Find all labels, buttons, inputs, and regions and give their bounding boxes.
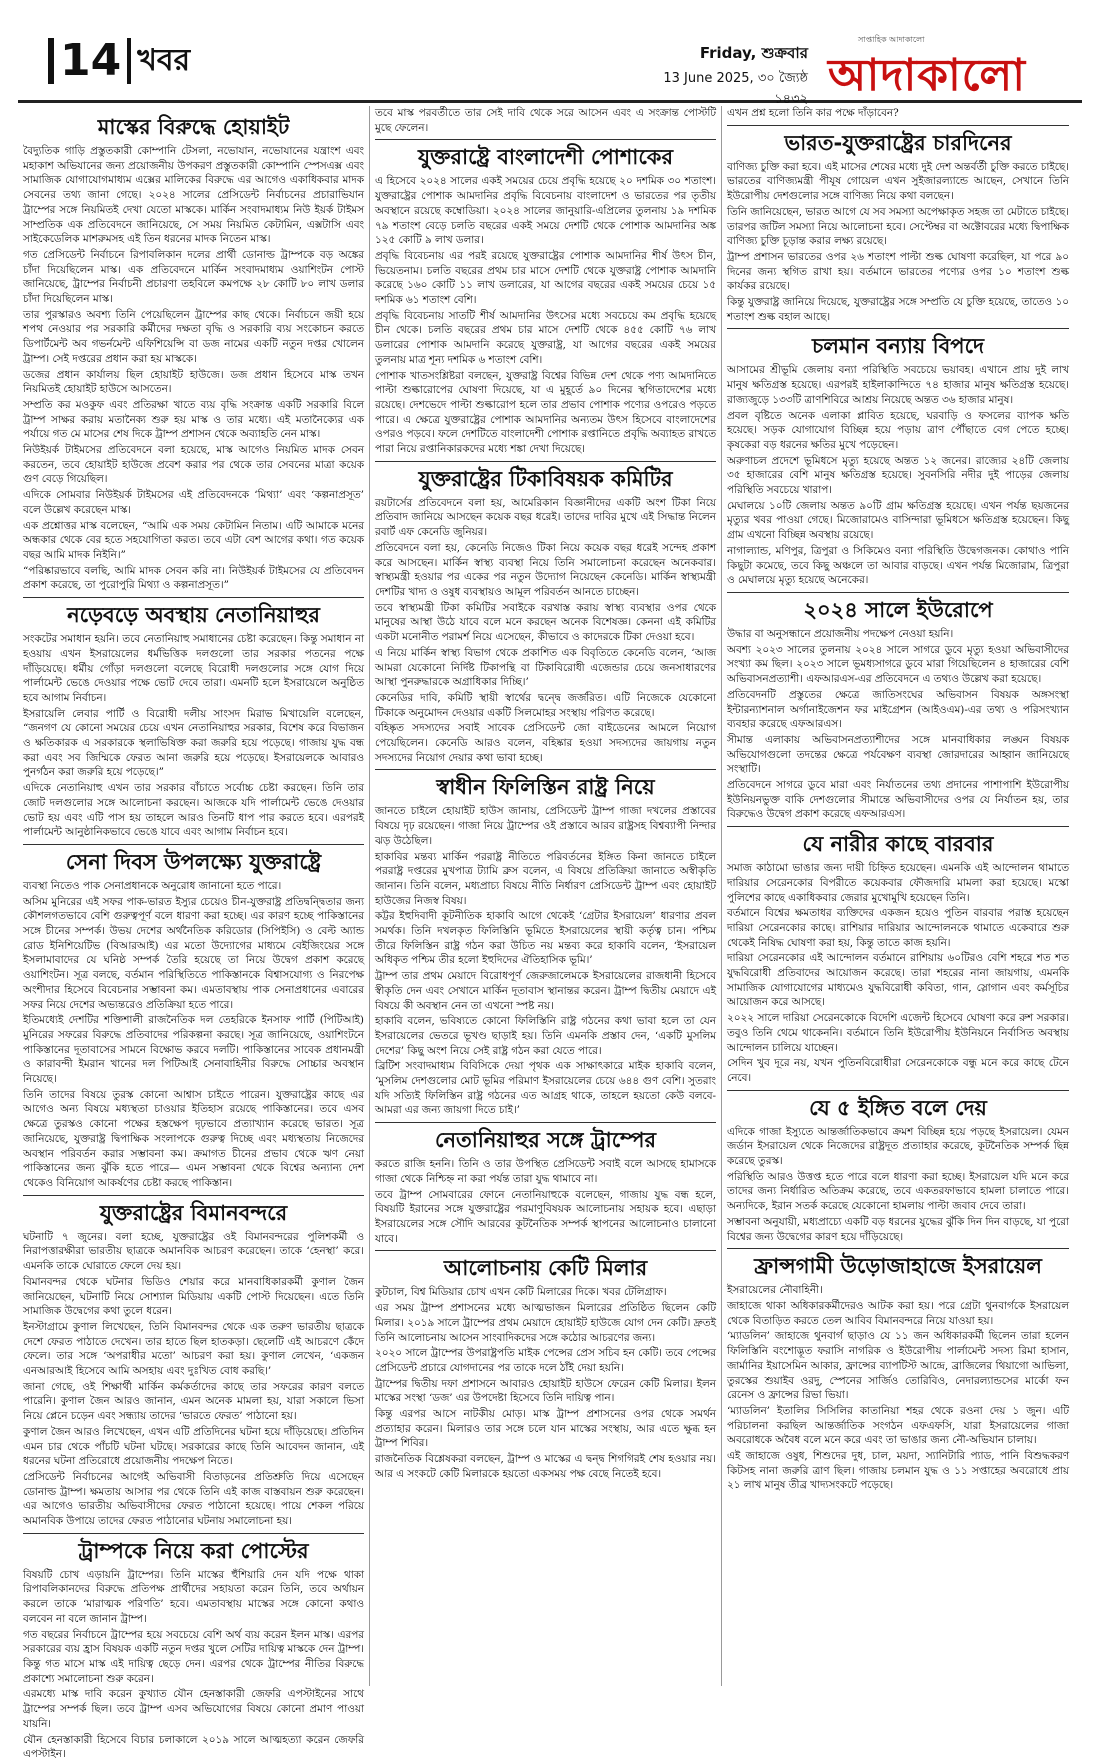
paragraph: প্রবৃদ্ধি বিবেচনায় এর পরই রয়েছে যুক্তরাষ্ট্রের পোশাক আমদানির শীর্ষ উৎস চীন, ভিয়েতনাম। চলতি বছরের প্রথম চার মাসে দেশটি থেকে যুক্তরাষ্ট্র পোশাক আমদানি করেছে ১৬০ কোটি ১১ লাখ ডলারের, যা আগের বছরের একই সময়ের চেয়ে ১৫ দশমিক ৬১ শতাংশ বেশি। bbox=[375, 249, 716, 307]
page-number: 14 bbox=[60, 35, 122, 86]
paragraph: এদিকে নেতানিয়াহু এখন তার সরকার বাঁচাতে সর্বোচ্চ চেষ্টা করছেন। তিনি তার জোট দলগুলোর সঙ্গে আলোচনা করছেন। আজকে যদি পার্লামেন্ট ভেঙে দেওয়ার ভোট হয় এবং এটি পাস হয় তাহলে আরও তিনটি ধাপ পার করতে হবে। এরপরই পার্লামেন্ট আনুষ্ঠানিকভাবে ভেঙে যাবে এবং আগাম নির্বাচন হবে। bbox=[23, 782, 365, 839]
paragraph: রয়টার্সের প্রতিবেদনে বলা হয়, আমেরিকান বিজ্ঞানীদের একটি অংশ টিকা নিয়ে প্রতিবাদ জানিয়ে আসছেন কয়েক বছর ধরেই। তাদের দাবির মুখে এই সিদ্ধান্ত নিলেন রবার্ট এফ কেনেডি জুনিয়র। bbox=[375, 496, 716, 539]
paragraph: অসিম মুনিরের এই সফর পাক-ভারত ইস্যুর চেয়েও চীন-যুক্তরাষ্ট্র প্রতিদ্বন্দ্বিতার জন্য কৌশলগতভাবে বেশি গুরুত্বপূর্ণ বলে ধারণা করা হচ্ছে। এর কারণ হচ্ছে পাকিস্তানের সঙ্গে চীনের সম্পর্ক। উভয় দেশের অর্থনৈতিক করিডোর (সিপিইসি) ও বেল্ট অ্যান্ড রোড ইনিশিয়েটিভ (বিআরআই) এর মতো উদ্যোগের মাধ্যমে বেইজিংয়ের সঙ্গে ইসলামাবাদের যে ঘনিষ্ঠ সম্পর্ক তৈরি হয়েছে তা নিয়ে উদ্বেগ প্রকাশ করেছে ওয়াশিংটন। সূত্র বলছে, বর্তমান পরিস্থিতিতে পাকিস্তানকে বিশ্বাসযোগ্য ও নিরপেক্ষ অংশীদার হিসেবে বিবেচনার সম্ভাবনা কম। এমতাবস্থায় পাক সেনাপ্রধানের এবারের সফর নিয়ে দেশের অভ্যন্তরেও প্রতিক্রিয়া হতে পারে। bbox=[23, 895, 364, 1011]
paragraph: ইনস্টাগ্রামে কুণাল লিখেছেন, তিনি বিমানবন্দর থেকে এক তরুণ ভারতীয় ছাত্রকে দেশে ফেরত পাঠাতে দেখেন। তার হাতে ছিল হাতকড়া। ছেলেটি এই আচরণে কেঁদে ফেলে। তার সঙ্গে ‘অপরাধীর মতো’ আচরণ করা হয়। কুণাল লেখেন, ‘একজন এনআরআই হিসেবে আমি অসহায় এবং দুঃখিত বোধ করছি।’ bbox=[23, 1320, 364, 1378]
paragraph: ব্যবস্থা নিতেও পাক সেনাপ্রধানকে অনুরোধ জানানো হতে পারে। bbox=[23, 879, 282, 892]
paragraph: বর্তমানে বিশ্বের ক্ষমতাধর ব্যক্তিদের একজন হয়েও পুতিন বারবার পরাস্ত হয়েছেন দারিয়া সেরেনকোর কাছে। রাশিয়ার দারিয়ার আন্দোলনকে থামাতে একেবারে শুরু থেকেই নিষিদ্ধ ঘোষণা করা হয়, কিন্তু তাতে কাজ হয়নি। bbox=[727, 907, 1069, 949]
article bbox=[23, 1533, 364, 1762]
paragraph: এ হিসেবে ২০২৪ সালের একই সময়ের চেয়ে প্রবৃদ্ধি হয়েছে ২০ দশমিক ৩০ শতাংশ। যুক্তরাষ্ট্রের পোশাক আমদানির প্রবৃদ্ধি বিবেচনায় বাংলাদেশ ও ভারতের পর তৃতীয় অবস্থানে রয়েছে কম্বোডিয়া। ২০২৪ সালের জানুয়ারি-এপ্রিলের তুলনায় ১৯ দশমিক ৭৯ শতাংশ বেড়ে চলতি বছরের একই সময়ে দেশটি থেকে পোশাক আমদানির অঙ্ক ১২৫ কোটি ৯ লাখ ডলার। bbox=[375, 175, 716, 247]
paragraph: উদ্ধার বা অনুসন্ধানে প্রয়োজনীয় পদক্ষেপ নেওয়া হয়নি। bbox=[727, 627, 954, 640]
article-body bbox=[23, 632, 364, 840]
article bbox=[375, 1250, 716, 1481]
paragraph: ট্রাম্প তার প্রথম মেয়াদে বিরোধপূর্ণ জেরুজালেমকে ইসরায়েলের রাজধানী হিসেবে স্বীকৃতি দেন এবং সেখানে মার্কিন দূতাবাস স্থানান্তর করেন। ট্রাম্প দ্বিতীয় মেয়াদে এই বিষয়ে কী অবস্থান নেন তা এখনো স্পষ্ট নয়। bbox=[375, 970, 716, 1012]
paragraph: বাণিজ্য চুক্তি করা হবে। এই মাসের শেষের মধ্যে দুই দেশ অন্তর্বর্তী চুক্তি করতে চাইছে। ভারতের বাণিজ্যমন্ত্রী পীযূষ গোয়েল এখন সুইজারল্যান্ডে আছেন, সেখানে তিনি ইউরোপীয় দেশগুলোর সঙ্গে বাণিজ্য নিয়ে কথা বলছেন। bbox=[727, 160, 1069, 203]
paragraph: সম্ভাবনা অনুযায়ী, মধ্যপ্রাচ্যে একটি বড় ধরনের যুদ্ধের ঝুঁকি দিন দিন বাড়ছে, যা পুরো বিশ্বের জন্য উদ্বেগের কারণ হয়ে দাঁড়িয়েছে। bbox=[727, 1215, 1069, 1243]
paragraph: এখন প্রশ্ন হলো তিনি কার পক্ষে দাঁড়াবেন? bbox=[727, 107, 899, 119]
paragraph: নিউইয়র্ক টাইমসের প্রতিবেদনে বলা হয়েছে, মাস্ক আগেও নিয়মিত মাদক সেবন করতেন, তবে হোয়াইট হাউজে প্রবেশ করার পর থেকে তার সেবনের মাত্রা কয়েক গুণ বেড়ে গিয়েছিল। bbox=[23, 444, 364, 486]
paragraph: প্রবল বৃষ্টিতে অনেক এলাকা প্লাবিত হয়েছে, ঘরবাড়ি ও ফসলের ব্যাপক ক্ষতি হয়েছে। সড়ক যোগাযোগ বিচ্ছিন্ন হয়ে পড়ায় ত্রাণ পৌঁছাতে বেগ পেতে হচ্ছে। কৃষকেরা বড় ধরনের ক্ষতির মুখে পড়েছেন। bbox=[727, 409, 1069, 451]
paragraph: কিন্তু এরপর আসে নাটকীয় মোড়। মাস্ক ট্রাম্প প্রশাসনের ওপর থেকে সমর্থন প্রত্যাহার করেন। মিলারও তার সঙ্গে চলে যান মাস্কের সংস্থায়, আর এতে ক্ষুব্ধ হন ট্রাম্প শিবির। bbox=[375, 1408, 716, 1450]
paragraph: প্রেসিডেন্ট নির্বাচনের আগেই অভিবাসী বিতাড়নের প্রতিশ্রুতি দিয়ে এসেছেন ডোনাল্ড ট্রাম্প। ক্ষমতায় আসার পর থেকে তিনি এই কাজ বাস্তবায়ন শুরু করেছেন। এর আগেও ভারতীয় অভিবাসীদের ফেরত পাঠানো হয়েছে। পায়ে শেকল পরিয়ে অমানবিক উপায়ে তাদের ফেরত পাঠানোর ঘটনায় সমালোচনা হয়। bbox=[23, 1470, 364, 1528]
paragraph: তার পুরস্কারও অবশ্য তিনি পেয়েছিলেন ট্রাম্পের কাছ থেকে। নির্বাচনে জয়ী হয়ে শপথ নেওয়ার পর সরকারি কর্মীদের দক্ষতা বৃদ্ধি ও সরকারি ব্যয় সংকোচন করতে ডিপার্টমেন্ট অব গভর্নমেন্ট এফিশিয়েন্সি বা ডজ নামের একটি নতুন দপ্তর খোলেন ট্রাম্প। সেই দপ্তরের প্রধান করা হয় মাস্ককে। bbox=[23, 308, 364, 365]
article-body bbox=[727, 1125, 1069, 1245]
article-body bbox=[727, 106, 1069, 121]
article-body bbox=[375, 106, 716, 135]
article-headline[interactable]: চলমান বন্যায় বিপদে bbox=[727, 328, 1069, 360]
article-headline[interactable]: ট্রাম্পকে নিয়ে করা পোস্টের bbox=[23, 1533, 364, 1565]
paragraph: রাজনৈতিক বিশ্লেষকরা বলছেন, ট্রাম্প ও মাস্কের এ দ্বন্দ্ব শিগগিরই শেষ হওয়ার নয়। আর এ সংকটে কেটি মিলারকে হয়তো একসময় পক্ষ বেছে নিতেই হবে। bbox=[375, 1453, 716, 1480]
article bbox=[727, 125, 1069, 325]
column-2 bbox=[370, 106, 722, 1686]
logo-name: আদাকালো bbox=[828, 50, 1026, 101]
paragraph: জানা গেছে, ওই শিক্ষার্থী মার্কিন কর্মকর্তাদের কাছে তার সফরের কারণ বলতে পারেনি। কুণাল জৈন আরও জানান, এমন অনেক মামলা হয়, যারা সকালে ভিসা নিয়ে প্লেনে চড়েন এবং সন্ধ্যায় তাদের ‘ভারতে ফেরত’ পাঠানো হয়। bbox=[23, 1380, 364, 1423]
paragraph: ২০২০ সালে ট্রাম্পের উপরাষ্ট্রপতি মাইক পেন্সের প্রেস সচিব হন কেটি। তবে পেন্সের প্রেসিডেন্ট প্রচারে যোগদানের পর তাকে দলে ঠাঁই দেয়া হয়নি। bbox=[375, 1347, 716, 1374]
article-body bbox=[375, 496, 716, 766]
paragraph: পরিস্থিতি আরও উত্তপ্ত হতে পারে বলে ধারণা করা হচ্ছে। ইসরায়েল যদি মনে করে তাদের জন্য নির্ধারিত অতিক্রম করেছে, তবে একতরফাভাবে হামলা চালাতে পারে। অন্যদিকে, ইরান সতর্ক করেছে যেকোনো হামলায় পাল্টা জবাব দেবে তারা। bbox=[727, 1170, 1069, 1213]
paragraph: মেঘালয়ে ১০টি জেলায় অন্তত ৯০টি গ্রাম ক্ষতিগ্রস্ত হয়েছে। এখন পর্যন্ত ছয়জনের মৃত্যুর খবর পাওয়া গেছে। মিজোরামেও বাসিন্দারা ভূমিধসে ক্ষতিগ্রস্ত হয়েছেন। কিছু গ্রাম এখনো বিচ্ছিন্ন অবস্থায় রয়েছে। bbox=[727, 499, 1069, 542]
paragraph: কট্টর ইহুদিবাদী কূটনীতিক হাকাবি আগে থেকেই ‘গ্রেটার ইসরায়েল’ ধারণার প্রবল সমর্থক। তিনি দখলকৃত ফিলিস্তিনি ভূমিতে ইসরায়েলের স্থায়ী কর্তৃত্ব চান। পশ্চিম তীরে ফিলিস্তিন রাষ্ট্র গঠন করা উচিত নয় মন্তব্য করে হাকাবি বলেন, ‘ইসরায়েল অধিকৃত পশ্চিম তীর হলো ইহুদিদের ঐতিহাসিক ভূমি।’ bbox=[375, 910, 716, 967]
article-headline[interactable]: মাস্কের বিরুদ্ধে হোয়াইট bbox=[97, 115, 290, 139]
article bbox=[23, 110, 364, 593]
paragraph: গত প্রেসিডেন্ট নির্বাচনে রিপাবলিকান দলের প্রার্থী ডোনাল্ড ট্রাম্পকে বড় অঙ্কের চাঁদা দিয়েছিলেন মাস্ক। এক প্রতিবেদনে মার্কিন সংবাদমাধ্যম ওয়াশিংটন পোস্ট জানিয়েছে, ট্রাম্পের নির্বাচনী প্রচারণা তহবিলে কমপক্ষে ২৮ কোটি ৮০ লাখ ডলার চাঁদা দিয়েছিলেন মাস্ক। bbox=[23, 248, 364, 306]
paragraph: প্রবৃদ্ধি বিবেচনায় সাতটি শীর্ষ আমদানির উৎসের মধ্যে সবচেয়ে কম প্রবৃদ্ধি হয়েছে চীন থেকে। চলতি বছরের প্রথম চার মাসে দেশটি থেকে ৪৫৫ কোটি ৭৬ লাখ ডলারের পোশাক আমদানি করেছে যুক্তরাষ্ট্র, যা আগের বছরের একই সময়ের তুলনায় মাত্র শূন্য দশমিক ৬ শতাংশ বেশি। bbox=[375, 309, 716, 366]
paragraph: প্রতিবেদনে সাগরে ডুবে মারা এবং নির্যাতনের তথ্য প্রদানের পাশাপাশি ইউরোপীয় ইউনিয়নভুক্ত বাকি দেশগুলোর সীমান্তে অভিবাসীদের ওপর যে নির্যাতন হয়, তার বিরুদ্ধেও উদ্বেগ প্রকাশ করেছে এফআরএস। bbox=[727, 779, 1069, 821]
paragraph: ইসরায়েলি লেবার পার্টি ও বিরোধী দলীয় সাংসদ মিরাভ মিখায়েলি বলেছেন, “জনগণ যে কোনো সময়ের চেয়ে এখন নেতানিয়াহুর সরকার, বিশেষ করে বিভাজন ও ক্ষতিকারক এ সরকারকে স্থলাভিষিক্ত করা জরুরি হয়ে পড়েছে। গাজায় যুদ্ধ বন্ধ করা এবং সব জিম্মিকে ফেরত আনা জরুরি হয়ে পড়েছে। ইসরায়েলকে আবারও পুনর্গঠন করা জরুরি হয়ে পড়েছে।” bbox=[23, 707, 364, 779]
paragraph: বিষয়টি চোখ এড়ায়নি ট্রাম্পের। তিনি মাস্কের হুঁশিয়ারি দেন যদি পক্ষে থাকা রিপাবলিকানদের বিরুদ্ধে প্রতিপক্ষ প্রার্থীদের সহায়তা করেন তিনি, তবে অর্থায়ন করলে তাকে ‘মারাত্মক পরিণতি’ হবে। এমতাবস্থায় মাস্কের সঙ্গে কোনো কথাও বলবেন না বলে জানান ট্রাম্প। bbox=[23, 1568, 364, 1625]
article-headline[interactable]: ২০২৪ সালে ইউরোপে bbox=[727, 592, 1069, 624]
paragraph: ‘ম্যাডলিন’ ইতালির সিসিলির কাতানিয়া শহর থেকে রওনা দেয় ১ জুন। এটি পরিচালনা করছিল আন্তর্জাতিক সংগঠন এফএফসি, যারা ইসরায়েলের গাজা অবরোধকে অবৈধ বলে মনে করে এবং তা ভাঙার জন্য নৌ-অভিযান চালায়। bbox=[727, 1404, 1069, 1447]
paragraph: তবে মাস্ক পরবর্তীতে তার সেই দাবি থেকে সরে আসেন এবং এ সংক্রান্ত পোস্টটি মুছে ফেলেন। bbox=[375, 107, 716, 134]
article-headline[interactable]: যুক্তরাষ্ট্রে বাংলাদেশী পোশাকের bbox=[375, 139, 716, 171]
article bbox=[727, 592, 1069, 822]
paragraph: গত বছরের নির্বাচনে ট্রাম্পের হয়ে সবচেয়ে বেশি অর্থ ব্যয় করেন ইলন মাস্ক। এরপর সরকারের ব্যয় হ্রাস বিষয়ক একটি নতুন দপ্তর খুলে সেটির দায়িত্ব মাস্ককে দেন ট্রাম্প। কিন্তু গত মাসে মাস্ক এই দায়িত্ব ছেড়ে দেন। এরপর থেকে ট্রাম্পের নীতির বিরুদ্ধে প্রকাশ্যে সমালোচনা শুরু করেন। bbox=[23, 1628, 364, 1685]
paragraph: কুটচাল, বিশ্ব মিডিয়ার চোখ এখন কেটি মিলারের দিকে। খবর টেলিগ্রাফ। bbox=[375, 1286, 667, 1299]
paragraph: জানতে চাইলে হোয়াইট হাউস জানায়, প্রেসিডেন্ট ট্রাম্প গাজা দখলের প্রস্তাবের বিষয়ে দৃঢ় রয়েছেন। গাজা নিয়ে ট্রাম্পের ওই প্রস্তাবে আরব রাষ্ট্রসহ বিশ্বব্যাপী নিন্দার ঝড় উঠেছিল। bbox=[375, 805, 716, 847]
paragraph: এর সময় ট্রাম্প প্রশাসনের মধ্যে আত্মভাজন মিলারের প্রতিষ্ঠিত ছিলেন কেটি মিলার। ২০১৯ সালে ট্রাম্পের প্রথম মেয়াদে হোয়াইট হাউজে যোগ দেন কেটি। দ্রুতই তিনি আলোচনায় আসেন সাংবাদিকদের সঙ্গে কঠোর আচরণের জন্য। bbox=[375, 1302, 716, 1344]
article-body bbox=[727, 363, 1069, 588]
article bbox=[23, 597, 364, 840]
paragraph: “পরিষ্কারভাবে বলছি, আমি মাদক সেবন করি না। নিউইয়র্ক টাইমসের যে প্রতিবেদন প্রকাশ করেছে, তা পুরোপুরি মিথ্যা ও কল্পনাপ্রসূত।” bbox=[23, 564, 364, 592]
paragraph: ২০২২ সালে দারিয়া সেরেনকোকে বিদেশি এজেন্ট হিসেবে ঘোষণা করে রুশ সরকার। তবুও তিনি থেমে থাকেননি। বর্তমানে তিনি ইউরোপীয় ইউনিয়নে নির্বাসিত অবস্থায় আন্দোলন চালিয়ে যাচ্ছেন। bbox=[727, 1012, 1069, 1054]
article bbox=[727, 1090, 1069, 1245]
article bbox=[727, 826, 1069, 1086]
paragraph: বৈদ্যুতিক গাড়ি প্রস্তুতকারী কোম্পানি টেসলা, নভোযান, নভোযানের যন্ত্রাংশ এবং মহাকাশ অভিযানের জন্য প্রয়োজনীয় উপকরণ প্রস্তুতকারী কোম্পানি স্পেসএক্স এবং সামাজিক যোগাযোগমাধ্যম এক্সের মালিকের বিরুদ্ধে এর আগেও একাধিকবার মাদক সেবনের তথ্য জানা গেছে। ২০২৪ সালের প্রেসিডেন্ট নির্বাচনের প্রচারাভিযান ট্রাম্পের সঙ্গে নিয়মিতই দেখা যেতো মাস্ককে। মার্কিন সংবাদমাধ্যম নিউ ইয়র্ক টাইমস সাম্প্রতিক এক প্রতিবেদনে জানিয়েছে, সে সময় নিয়মিত কেটামিন, এক্সটাসি এবং সাইকেডেলিক মাশরুমসহ এই তিন ধরনের মাদক নিতেন মাস্ক। bbox=[23, 145, 364, 246]
article-headline[interactable]: ফ্রান্সগামী উড়োজাহাজে ইসরায়েল bbox=[727, 1248, 1069, 1280]
article bbox=[727, 328, 1069, 588]
article-body bbox=[23, 1230, 364, 1529]
date-label: 13 June 2025, ৩০ জ্যৈষ্ঠ ১৪৩২ bbox=[663, 71, 808, 107]
paragraph: তবে স্বাস্থ্যমন্ত্রী টিকা কমিটির সবাইকে বরখাস্ত করায় স্বাস্থ্য ব্যবস্থার ওপর থেকে মানুষের আস্থা উঠে যাবে বলে মনে করছেন অনেক বিশেষজ্ঞ। কেননা এই কমিটির একটা মনোনীত পরামর্শ নিয়ে এসেছেন, কীভাবে ও কাদেরকে টিকা দেওয়া হবে। bbox=[375, 601, 716, 644]
article-headline[interactable]: ভারত-যুক্তরাষ্ট্রের চারদিনের bbox=[727, 125, 1069, 157]
article-body bbox=[727, 627, 1069, 822]
paragraph: প্রতিবেদনে বলা হয়, কেনেডি নিজেও টিকা নিয়ে কয়েক বছর ধরেই সন্দেহ প্রকাশ করে আসছেন। মার্কিন স্বাস্থ্য ব্যবস্থা নিয়ে তিনি সমালোচনা করেছেন অনেকবার। স্বাস্থ্যমন্ত্রী হওয়ার পর একের পর নতুন উদ্যোগ নিয়েছেন কেনেডি। মার্কিন স্বাস্থ্যমন্ত্রী দেশটির খাদ্য ও ওষুধ ব্যবস্থায়ও আমূল পরিবর্তন আনতে চাচ্ছেন। bbox=[375, 541, 716, 598]
paragraph: ইসরায়েলের নৌবাহিনী। bbox=[727, 1284, 823, 1297]
paragraph: প্রতিবেদনটি প্রস্তুতের ক্ষেত্রে জাতিসংঘের অভিবাসন বিষয়ক অঙ্গসংস্থা ইন্টারন্যাশনাল অর্গানাইজেশন ফর মাইগ্রেশন (আইওএম)-এর তথ্য ও পরিসংখ্যান ব্যবহার করেছে এফআরএস। bbox=[727, 688, 1069, 731]
paragraph: তিনি জানিয়েছেন, ভারত আগে যে সব সমস্যা অপেক্ষাকৃত সহজ তা মেটাতে চাইছে। তারপর জটিল সমস্যা নিয়ে আলোচনা হবে। সেপ্টেম্বর বা অক্টোবরের মধ্যে দ্বিপাক্ষিক বাণিজ্য চুক্তি চূড়ান্ত করার লক্ষ্য রয়েছে। bbox=[727, 205, 1069, 248]
paragraph: হাকাবি বলেন, ভবিষ্যতে কোনো ফিলিস্তিনি রাষ্ট্র গঠনের কথা ভাবা হলে তা যেন ইসরায়েলের ভেতরে ভূখণ্ড ছাড়াই হয়। তিনি এমনকি প্রস্তাব দেন, ‘একটি মুসলিম দেশের’ কিছু অংশ নিয়ে সেই রাষ্ট্র গঠন করা যেতে পারে। bbox=[375, 1015, 716, 1057]
article-headline[interactable]: যুক্তরাষ্ট্রের বিমানবন্দরে bbox=[23, 1195, 364, 1227]
article-headline[interactable]: যে নারীর কাছে বারবার bbox=[727, 826, 1069, 858]
day-label: Friday, শুক্রবার bbox=[699, 44, 808, 62]
date-block bbox=[638, 42, 808, 111]
paragraph: এদিকে গাজা ইস্যুতে আন্তর্জাতিকভাবে ক্রমশ বিচ্ছিন্ন হয়ে পড়ছে ইসরায়েল। যেমন জর্ডান ইসরায়েল থেকে নিজেদের রাষ্ট্রদূত প্রত্যাহার করেছে, কূটনৈতিক সম্পর্ক ছিন্ন করেছে তুরস্ক। bbox=[727, 1125, 1069, 1168]
divider bbox=[127, 38, 131, 84]
paragraph: ব্রিটিশ সংবাদমাধ্যম বিবিসিকে দেয়া পৃথক এক সাক্ষাৎকারে মাইক হাকাবি বলেন, ‘মুসলিম দেশগুলোর মোট ভূমির পরিমাণ ইসরায়েলের চেয়ে ৬৪৪ গুণ বেশি। সুতরাং যদি সত্যিই ফিলিস্তিন রাষ্ট্র গঠনের এত আগ্রহ থাকে, তাহলে হয়তো কেউ বলবে-আমরা এর জন্য জায়গা দিতে চাই।’ bbox=[375, 1060, 716, 1117]
paragraph: এ নিয়ে মার্কিন স্বাস্থ্য বিভাগ থেকে প্রকাশিত এক বিবৃতিতে কেনেডি বলেন, ‘আজ আমরা যেকোনো নির্দিষ্ট টিকাপন্থি বা টিকাবিরোধী এজেন্ডার চেয়ে জনসাধারণের আস্থা পুনরুদ্ধারকে অগ্রাধিকার দিচ্ছি।’ bbox=[375, 646, 716, 689]
divider bbox=[48, 38, 54, 84]
article bbox=[375, 461, 716, 766]
paragraph: তবে ট্রাম্প সোমবারের ফোনে নেতানিয়াহুকে বলেছেন, গাজায় যুদ্ধ বন্ধ হলে, বিষয়টি ইরানের সঙ্গে যুক্তরাষ্ট্রের পরমাণুবিষয়ক আলোচনায় সহায়ক হবে। এছাড়া ইসরায়েলের সঙ্গে সৌদি আরবের কূটনৈতিক সম্পর্ক স্থাপনের আলোচনাও চালানো যাবে। bbox=[375, 1188, 716, 1245]
paragraph: সেদিন খুব দূরে নয়, যখন পুতিনবিরোধীরা সেরেনকোকে বন্ধু মনে করে কাছে টেনে নেবে। bbox=[727, 1057, 1069, 1084]
paragraph: আসামের শ্রীভূমি জেলায় বন্যা পরিস্থিতি সবচেয়ে ভয়াবহ। এখানে প্রায় দুই লাখ মানুষ ক্ষতিগ্রস্ত হয়েছে। এরপরই হাইলাকান্দিতে ৭৪ হাজার মানুষ ক্ষতিগ্রস্ত হয়েছে। রাজ্যজুড়ে ১৩৩টি ত্রাণশিবিরে আশ্রয় নিয়েছে অন্তত ৩৬ হাজার মানুষ। bbox=[727, 364, 1069, 406]
paragraph: ইতিমধ্যেই দেশটির শক্তিশালী রাজনৈতিক দল তেহরিকে ইনসাফ পার্টি (পিটিআই) মুনিরের সফরের বিরুদ্ধে প্রতিবাদের পরিকল্পনা করছে। সূত্র জানিয়েছে, ওয়াশিংটনে পাকিস্তানের দূতাবাসের সামনে বিক্ষোভ করবে দলটি। পাকিস্তানের সাবেক প্রধানমন্ত্রী ও কারাবন্দী ইমরান খানের দল পিটিআই সেনাবাহিনীর বিরুদ্ধে সোচ্চার অবস্থান নিয়েছে। bbox=[23, 1014, 364, 1086]
article bbox=[375, 106, 716, 135]
paragraph: নাগাল্যান্ড, মণিপুর, ত্রিপুরা ও সিকিমেও বন্যা পরিস্থিতি উদ্বেগজনক। কোথাও পানি কিছুটা কমেছে, তবে কিছু অঞ্চলে তা আবার বাড়ছে। এখন পর্যন্ত মিজোরাম, ত্রিপুরা ও মেঘালয়ে মৃত্যু হয়েছে অনেকের। bbox=[727, 544, 1069, 587]
paragraph: অবশ্য ২০২৩ সালের তুলনায় ২০২৪ সালে সাগরে ডুবে মৃত্যু হওয়া অভিবাসীদের সংখ্যা কম ছিল। ২০২৩ সালে ভূমধ্যসাগরে ডুবে মারা গিয়েছিলেন ৪ হাজারের বেশি অভিবাসনপ্রত্যাশী। এফআরএস-এর প্রতিবেদনে এ তথ্যও উল্লেখ করা হয়েছে। bbox=[727, 643, 1069, 686]
column-3 bbox=[722, 106, 1074, 1686]
paragraph: ‘ম্যাডলিন’ জাহাজে থুনবার্গ ছাড়াও যে ১১ জন অধিকারকর্মী ছিলেন তারা হলেন ফিলিস্তিনি বংশোদ্ভূত ফরাসি নাগরিক ও ইউরোপীয় পার্লামেন্ট সদস্য রিমা হাসান, জার্মানির ইয়াসেমিন আকার, ফ্রান্সের ব্যাপটিস্ট আন্দ্রে, ব্রাজিলের থিয়াগো আভিলা, তুরস্কের শুয়াইব ওরদু, স্পেনের সার্জিও তোরিবিও, নেদারল্যান্ডসের মার্কো ফন রেনেস ও ফ্রান্সের রিভা ভিয়া। bbox=[727, 1330, 1069, 1402]
article-body bbox=[375, 174, 716, 456]
article-headline[interactable]: নড়েবড়ে অবস্থায় নেতানিয়াহুর bbox=[23, 597, 364, 629]
article-headline[interactable]: যে ৫ ইঙ্গিত বলে দেয় bbox=[727, 1090, 1069, 1122]
article bbox=[727, 1248, 1069, 1493]
paragraph: তিনি তাদের বিষয়ে তুরস্ক কোনো আশ্বাস চাইতে পারেন। যুক্তরাষ্ট্রের কাছে এর আগেও অন্য বিষয়ে মধ্যস্থতা চাওয়ার ইতিহাস রয়েছে পাকিস্তানের। তবে এসব ক্ষেত্রে তুরস্কও কোনো পক্ষের হস্তক্ষেপ দৃঢ়ভাবে প্রত্যাখ্যান করেছে ভারত। সূত্র জানিয়েছে, যুক্তরাষ্ট্র দ্বিপাক্ষিক সংলাপকে গুরুত্ব দিচ্ছে এবং মধ্যস্থতায় নিজেদের অবস্থান পরিবর্তন করার সম্ভাবনা কম। ক্রমাগত চীনের প্রভাব থেকে ঋণ নেয়া পাকিস্তানের জন্য ঝুঁকি হতে পারে— এমন সম্ভাবনা থেকে বিশ্বের অন্যান্য দেশ থেকেও বিনিয়োগ আকর্ষণের চেষ্টা করছে পাকিস্তান। bbox=[23, 1088, 364, 1189]
article-body bbox=[23, 1568, 364, 1762]
newspaper-logo bbox=[818, 34, 1098, 101]
paragraph: সীমান্ত এলাকায় অভিবাসনপ্রত্যাশীদের সঙ্গে মানবাধিকার লঙ্ঘন বিষয়ক অভিযোগগুলো তদন্তের ক্ষেত্রে পর্যবেক্ষণ ব্যবস্থা জোরদারের আহ্বান জানিয়েছে সংস্থাটি। bbox=[727, 733, 1069, 776]
article bbox=[375, 1122, 716, 1246]
paragraph: জাহাজে থাকা অধিকারকর্মীদেরও আটক করা হয়। পরে গ্রেটা থুনবার্গকে ইসরায়েল থেকে বিতাড়িত করতে তেল আবিব বিমানবন্দরে নিয়ে যাওয়া হয়। bbox=[727, 1300, 1069, 1327]
masthead bbox=[18, 0, 1082, 107]
article-body bbox=[727, 1283, 1069, 1493]
section-name: খবর bbox=[137, 43, 191, 78]
column-1 bbox=[18, 106, 370, 1761]
article bbox=[23, 1195, 364, 1529]
paragraph: ডজের প্রধান কার্যালয় ছিল হোয়াইট হাউজে। ডজ প্রধান হিসেবে মাস্ক তখন নিয়মিতই হোয়াইট হাউসে আসতেন। bbox=[23, 368, 364, 396]
paragraph: কিন্তু যুক্তরাষ্ট্র জানিয়ে দিয়েছে, যুক্তরাষ্ট্রের সঙ্গে সম্প্রতি যে চুক্তি হয়েছে, তাতেও ১০ শতাংশ শুল্ক বহাল আছে। bbox=[727, 296, 1069, 323]
article-columns bbox=[18, 106, 1082, 1761]
article-body bbox=[375, 804, 716, 1118]
article bbox=[727, 106, 1069, 121]
paragraph: সমাজ কাঠামো ভাঙার জন্য দায়ী চিহ্নিত হয়েছেন। এমনকি এই আন্দোলন থামাতে দারিয়ার সেরেনকোর বিপরীতে কয়েকবার ফৌজদারি মামলা করা হয়েছে। মস্কো পুলিশের কাছে একাধিকবার জেরার মুখোমুখি হয়েছেন তিনি। bbox=[727, 862, 1069, 904]
paragraph: এদিকে সোমবার নিউইয়র্ক টাইমসের এই প্রতিবেদনকে ‘মিথ্যা’ এবং ‘কল্পনাপ্রসূত’ বলে উল্লেখ করেছেন মাস্ক। bbox=[23, 489, 364, 516]
paragraph: করতে রাজি হননি। তিনি ও তার উপস্থিত প্রেসিডেন্ট সবাই বলে আসছে হামাসকে গাজা থেকে নিশ্চিহ্ন না করা পর্যন্ত তারা যুদ্ধ থামাবে না। bbox=[375, 1158, 716, 1185]
article-body bbox=[727, 861, 1069, 1086]
paragraph: ট্রাম্প প্রশাসন ভারতের ওপর ২৬ শতাংশ পাল্টা শুল্ক ঘোষণা করেছিল, যা পরে ৯০ দিনের জন্য স্থগিত রাখা হয়। বর্তমানে ভারতের পণ্যের ওপর ১০ শতাংশ শুল্ক কার্যকর রয়েছে। bbox=[727, 250, 1069, 293]
article-headline[interactable]: সেনা দিবস উপলক্ষ্যে যুক্তরাষ্ট্রে bbox=[23, 844, 364, 876]
article-body bbox=[23, 144, 364, 593]
paragraph: এরমধ্যে মাস্ক দাবি করেন কুখ্যাত যৌন হেনস্তাকারী জেফরি এপস্টাইনের সাথে ট্রাম্পের সম্পর্ক ছিল। তবে ট্রাম্প এসব অভিযোগের বিষয়ে কোনো প্রমাণ পাওয়া যায়নি। bbox=[23, 1688, 364, 1730]
article-body bbox=[23, 879, 364, 1191]
paragraph: বহিষ্কৃত সদস্যদের সবাই সাবেক প্রেসিডেন্ট জো বাইডেনের আমলে নিয়োগ পেয়েছিলেন। কেনেডি আরও বলেন, বহিষ্কার হওয়া সদস্যদের জায়গায় নতুন সদস্যদের নিয়োগ দেয়ার কথা ভাবা হচ্ছে। bbox=[375, 722, 716, 764]
article-body bbox=[375, 1157, 716, 1246]
article-body bbox=[727, 160, 1069, 325]
logo-tagline: সাপ্তাহিক আদাকালো bbox=[858, 35, 925, 44]
page-number-block bbox=[48, 35, 191, 86]
paragraph: দারিয়া সেরেনকোর এই আন্দোলন বর্তমানে রাশিয়ায় ৬০টিরও বেশি শহরে শত শত যুদ্ধবিরোধী প্রতিবাদের আয়োজন করেছে। তারা শহরের নানা জায়গায়, এমনকি সামাজিক যোগাযোগের মাধ্যমেও যুদ্ধবিরোধী কবিতা, গান, স্লোগান এবং কর্মসূচির আয়োজন করে আসছে। bbox=[727, 952, 1069, 1009]
paragraph: সংকটের সমাধান হয়নি। তবে নেতানিয়াহু সমাধানের চেষ্টা করেছেন। কিন্তু সমাধান না হওয়ায় এখন ইসরায়েলের ধর্মভিত্তিক দলগুলো তার সরকার পতনের পক্ষে দাঁড়িয়েছে। ধর্মীয় গোঁড়া দলগুলো বলেছে বিরোধী দলগুলোর সঙ্গে যোগ দিয়ে পার্লামেন্ট ভেঙে দেওয়ার পক্ষে ভোট দেবে তারা। এমনটি হলে ইসরায়েলে অনুষ্ঠিত হবে আগাম নির্বাচন। bbox=[23, 633, 364, 704]
article bbox=[375, 139, 716, 456]
article-headline[interactable]: যুক্তরাষ্ট্রের টিকাবিষয়ক কমিটির bbox=[375, 461, 716, 493]
paragraph: এই জাহাজে ওষুধ, শিশুদের দুধ, চাল, ময়দা, স্যানিটারি প্যাড, পানি বিশুদ্ধকরণ কিটসহ নানা জরুরি ত্রাণ ছিল। গাজায় চলমান যুদ্ধ ও ১১ সপ্তাহের অবরোধে প্রায় ২১ লাখ মানুষ তীব্র খাদ্যসংকটে পড়েছে। bbox=[727, 1450, 1069, 1492]
paragraph: যৌন হেনস্তাকারী হিসেবে বিচার চলাকালে ২০১৯ সালে আত্মহত্যা করেন জেফরি এপস্টাইন। bbox=[23, 1733, 364, 1761]
article bbox=[23, 844, 364, 1191]
article-body bbox=[375, 1285, 716, 1481]
article-headline[interactable]: স্বাধীন ফিলিস্তিন রাষ্ট্র নিয়ে bbox=[375, 769, 716, 801]
paragraph: সম্প্রতি কর মওকুফ এবং প্রতিরক্ষা খাতে ব্যয় বৃদ্ধি সংক্রান্ত একটি সরকারি বিলে ট্রাম্প সাক্ষর করায় মতানৈক্য শুরু হয় মাস্ক ও তার মধ্যে। এই মতানৈক্যের এক পর্যায়ে গত মে মাসের শেষ দিকে ট্রাম্প প্রশাসন থেকে অব্যাহতি নেন মাস্ক। bbox=[23, 398, 364, 441]
article-headline[interactable]: নেতানিয়াহুর সঙ্গে ট্রাম্পের bbox=[375, 1122, 716, 1154]
paragraph: অরুণাচল প্রদেশে ভূমিধসে মৃত্যু হয়েছে অন্তত ১২ জনের। রাজ্যের ২৪টি জেলায় ৩৫ হাজারের বেশি মানুষ ক্ষতিগ্রস্ত হয়েছে। সুবনসিরি নদীর দুই পাড়ের জেলায় পরিস্থিতি সবচেয়ে খারাপ। bbox=[727, 454, 1069, 497]
paragraph: কুণাল জৈন আরও লিখেছেন, এখন এটি প্রতিদিনের ঘটনা হয়ে দাঁড়িয়েছে। প্রতিদিন এমন চার থেকে পাঁচটি ঘটনা ঘটছে। সরকারের কাছে তিনি আবেদন জানান, এই ধরনের ঘটনা প্রতিরোধে প্রয়োজনীয় পদক্ষেপ নিতে। bbox=[23, 1425, 364, 1468]
article bbox=[375, 769, 716, 1118]
paragraph: এক প্রশ্নোত্তর মাস্ক বলেছেন, “আমি এক সময় কেটামিন নিতাম। এটি আমাকে মনের অন্ধকার থেকে বের হতে সহযোগিতা করত। তবে এটা বেশ আগের কথা। গত কয়েক বছর আমি মাদক নিইনি।” bbox=[23, 519, 364, 561]
paragraph: বিমানবন্দর থেকে ঘটনার ভিডিও শেয়ার করে মানবাধিকারকর্মী কুণাল জৈন জানিয়েছেন, ঘটনাটি নিয়ে সোশ্যাল মিডিয়ায় একটি পোস্ট দিয়েছেন। এতে তিনি সামাজিক উদ্বেগের কথা তুলে ধরেন। bbox=[23, 1275, 364, 1318]
paragraph: হাকাবির মন্তব্য মার্কিন পররাষ্ট্র নীতিতে পরিবর্তনের ইঙ্গিত কিনা জানতে চাইলে পররাষ্ট্র দপ্তরের মুখপাত্র ট্যামি ব্রুস বলেন, এ বিষয়ে প্রতিক্রিয়া জানাতে অস্বীকৃতি জানান। তিনি বলেন, মধ্যপ্রাচ্য বিষয়ে নীতি নির্ধারণ প্রেসিডেন্ট ট্রাম্প এবং হোয়াইট হাউজের নিজস্ব বিষয়। bbox=[375, 850, 716, 907]
paragraph: পোশাক খাতসংশ্লিষ্টরা বলছেন, যুক্তরাষ্ট্র বিশ্বের বিভিন্ন দেশ থেকে পণ্য আমদানিতে পাল্টা শুল্কারোপের ঘোষণা দিয়েছে, যা এ মুহূর্তে ৯০ দিনের স্থগিতাদেশের মধ্যে রয়েছে। দেশভেদে পাল্টা শুল্কারোপ হলে তার প্রভাব পোশাক পণ্যের ওপরেও পড়তে পারে। এ ক্ষেত্রে যুক্তরাষ্ট্রের পোশাক আমদানির অন্যতম উৎস হিসেবে বাংলাদেশের ওপরও পড়বে। ফলে দেশটিতে বাংলাদেশী পোশাক রপ্তানিতে প্রবৃদ্ধি অব্যাহত রাখতে পারা নিয়ে রপ্তানিকারকদের মধ্যে শঙ্কা দেখা দিয়েছে। bbox=[375, 369, 716, 456]
paragraph: ট্রাম্পের দ্বিতীয় দফা প্রশাসনে আবারও হোয়াইট হাউসে ফেরেন কেটি মিলার। ইলন মাস্কের সংস্থা ‘ডজ’ এর উপদেষ্টা হিসেবে তিনি দায়িত্ব পান। bbox=[375, 1377, 716, 1405]
paragraph: ঘটনাটি ৭ জুনের। বলা হচ্ছে, যুক্তরাষ্ট্রের ওই বিমানবন্দরের পুলিশকর্মী ও নিরাপত্তারক্ষীরা ভারতীয় ছাত্রকে অমানবিক আচরণ করেছেন। তাকে ‘হেনস্থা’ করে। এমনকি তাকে ঘোরাতে ফেলে দেয় হয়। bbox=[23, 1230, 364, 1273]
paragraph: কেনেডির দাবি, কমিটি স্থায়ী স্বার্থের দ্বন্দ্বে জর্জরিত। এটি নিজেকে যেকোনো টিকাকে অনুমোদন দেওয়ার একটি সিলমোহর সংস্থায় পরিণত করেছে। bbox=[375, 691, 716, 719]
article-headline[interactable]: আলোচনায় কেটি মিলার bbox=[375, 1250, 716, 1282]
